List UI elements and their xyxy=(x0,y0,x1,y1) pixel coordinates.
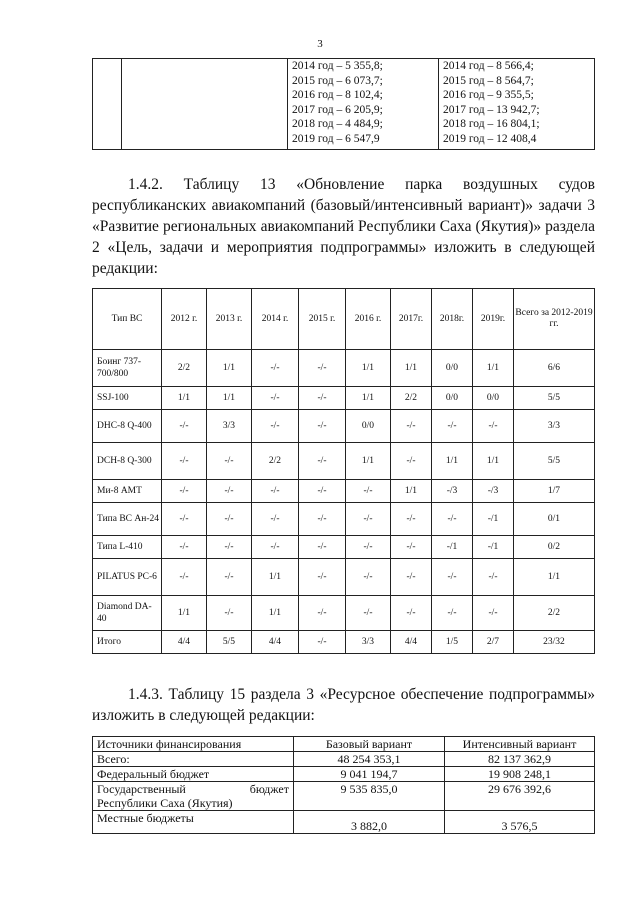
value-cell: 0/0 xyxy=(432,350,473,387)
value-cell: 1/1 xyxy=(473,443,514,480)
base-year-line: 2016 год – 8 102,4; xyxy=(292,89,383,102)
value-cell: -/- xyxy=(299,536,346,559)
source-word: бюджет xyxy=(249,782,289,796)
value-cell: -/- xyxy=(473,559,514,596)
value-cell: -/- xyxy=(299,631,346,654)
value-cell: -/- xyxy=(391,410,432,443)
value-cell: 1/1 xyxy=(473,350,514,387)
header-cell: 2012 г. xyxy=(162,289,207,350)
value-cell: 1/1 xyxy=(162,596,207,631)
value-cell: -/- xyxy=(432,503,473,536)
value-cell: 5/5 xyxy=(514,387,595,410)
value-cell: 2/7 xyxy=(473,631,514,654)
base-year-line: 2014 год – 5 355,8; xyxy=(292,60,383,72)
header-cell: Источники финансирования xyxy=(93,737,294,752)
header-cell: Базовый вариант xyxy=(294,737,445,752)
aircraft-type-cell: Боинг 737-700/800 xyxy=(93,350,162,387)
value-cell: 3/3 xyxy=(514,410,595,443)
base-year-line: 2019 год – 6 547,9 xyxy=(292,132,380,145)
value-cell: -/- xyxy=(299,387,346,410)
value-cell: -/- xyxy=(473,596,514,631)
intensive-cell: 82 137 362,9 xyxy=(445,752,595,767)
value-cell: 0/0 xyxy=(432,387,473,410)
value-cell: -/- xyxy=(207,596,252,631)
value-cell: 1/1 xyxy=(391,350,432,387)
aircraft-type-cell: Типа ВС Ан-24 xyxy=(93,503,162,536)
value-cell: 4/4 xyxy=(162,631,207,654)
aircraft-type-cell: DCH-8 Q-300 xyxy=(93,443,162,480)
header-cell: Интенсивный вариант xyxy=(445,737,595,752)
value-cell: -/- xyxy=(252,536,299,559)
intensive-cell: 29 676 392,6 xyxy=(445,782,595,811)
value-cell: 4/4 xyxy=(252,631,299,654)
intensive-year-line: 2015 год – 8 564,7; xyxy=(443,74,534,87)
intensive-year-line: 2018 год – 16 804,1; xyxy=(443,118,540,131)
value-cell: -/- xyxy=(207,443,252,480)
intensive-cell: 3 576,5 xyxy=(445,811,595,834)
paragraph-1-4-3 xyxy=(92,684,595,726)
table-row xyxy=(93,752,595,767)
resource-finance-table xyxy=(92,736,595,834)
value-cell: 1/1 xyxy=(346,443,391,480)
value-cell: -/- xyxy=(162,410,207,443)
table-row xyxy=(93,782,595,811)
value-cell: -/- xyxy=(207,480,252,503)
value-cell: -/1 xyxy=(432,536,473,559)
table-row xyxy=(93,596,595,631)
aircraft-type-cell: Типа L-410 xyxy=(93,536,162,559)
table-header-row xyxy=(93,289,595,350)
top-continuation-table xyxy=(92,58,595,150)
value-cell: -/- xyxy=(299,559,346,596)
base-variant-cell xyxy=(288,59,439,150)
value-cell: 1/1 xyxy=(252,559,299,596)
base-cell: 9 041 194,7 xyxy=(294,767,445,782)
base-year-line: 2017 год – 6 205,9; xyxy=(292,103,383,116)
source-cell: Местные бюджеты xyxy=(93,811,294,834)
table-row xyxy=(93,480,595,503)
value-cell: -/- xyxy=(346,503,391,536)
value-cell: 5/5 xyxy=(514,443,595,480)
value-cell: -/- xyxy=(252,387,299,410)
paragraph-text: 1.4.3. Таблицу 15 раздела 3 «Ресурсное обеспечение подпрограммы» изложить в следующей редакции: xyxy=(92,686,595,724)
source-cell: Федеральный бюджет xyxy=(93,767,294,782)
value-cell: -/- xyxy=(473,410,514,443)
source-line-1 xyxy=(97,782,293,796)
value-cell: 1/1 xyxy=(162,387,207,410)
intensive-year-line: 2016 год – 9 355,5; xyxy=(443,89,534,102)
value-cell: 2/2 xyxy=(391,387,432,410)
base-year-line: 2018 год – 4 484,9; xyxy=(292,118,383,131)
value-cell: -/- xyxy=(299,443,346,480)
value-cell: 1/1 xyxy=(252,596,299,631)
value-cell: -/3 xyxy=(473,480,514,503)
header-cell: Всего за 2012-2019 гг. xyxy=(514,289,595,350)
value-cell: 2/2 xyxy=(162,350,207,387)
table-row xyxy=(93,410,595,443)
value-cell: -/1 xyxy=(473,536,514,559)
header-cell: 2018г. xyxy=(432,289,473,350)
aircraft-type-cell: Diamond DA-40 xyxy=(93,596,162,631)
value-cell: 1/1 xyxy=(207,387,252,410)
table-header-row xyxy=(93,737,595,752)
header-cell: 2015 г. xyxy=(299,289,346,350)
header-cell: 2014 г. xyxy=(252,289,299,350)
value-cell: 3/3 xyxy=(346,631,391,654)
header-cell: 2017г. xyxy=(391,289,432,350)
value-cell: 0/2 xyxy=(514,536,595,559)
value-cell: -/- xyxy=(391,559,432,596)
paragraph-text: 1.4.2. Таблицу 13 «Обновление парка воздушных судов республиканских авиакомпаний (базовый/интенсивный вариант)» задачи 3 «Развитие региональных авиакомпаний Республики Саха (Якутия)» раздела 2 «Цель, задачи и мероприятия подпрограммы» изложить в следующей редакции: xyxy=(92,176,595,277)
aircraft-type-cell: PILATUS PC-6 xyxy=(93,559,162,596)
source-cell xyxy=(93,782,294,811)
value-cell: -/- xyxy=(391,536,432,559)
aircraft-type-cell: SSJ-100 xyxy=(93,387,162,410)
empty-cell xyxy=(93,59,122,150)
value-cell: 1/1 xyxy=(346,350,391,387)
value-cell: 1/1 xyxy=(391,480,432,503)
value-cell: 3/3 xyxy=(207,410,252,443)
header-cell: 2016 г. xyxy=(346,289,391,350)
intensive-year-line: 2014 год – 8 566,4; xyxy=(443,60,534,72)
value-cell: -/- xyxy=(432,596,473,631)
value-cell: -/1 xyxy=(473,503,514,536)
value-cell: -/- xyxy=(162,480,207,503)
value-cell: 23/32 xyxy=(514,631,595,654)
value-cell: 0/1 xyxy=(514,503,595,536)
table-row xyxy=(93,631,595,654)
value-cell: -/- xyxy=(346,559,391,596)
table-row xyxy=(93,559,595,596)
table-row xyxy=(93,387,595,410)
value-cell: -/- xyxy=(346,596,391,631)
value-cell: -/- xyxy=(299,503,346,536)
header-cell: Тип ВС xyxy=(93,289,162,350)
value-cell: -/- xyxy=(252,480,299,503)
aircraft-type-cell: Итого xyxy=(93,631,162,654)
value-cell: -/3 xyxy=(432,480,473,503)
source-cell: Всего: xyxy=(93,752,294,767)
value-cell: 1/5 xyxy=(432,631,473,654)
fleet-renewal-table xyxy=(92,288,595,654)
value-cell: -/- xyxy=(432,410,473,443)
value-cell: -/- xyxy=(162,536,207,559)
aircraft-type-cell: Ми-8 АМТ xyxy=(93,480,162,503)
value-cell: -/- xyxy=(207,503,252,536)
page-number: 3 xyxy=(317,38,323,50)
value-cell: 1/7 xyxy=(514,480,595,503)
value-cell: -/- xyxy=(252,503,299,536)
value-cell: 4/4 xyxy=(391,631,432,654)
value-cell: -/- xyxy=(299,410,346,443)
table-row xyxy=(93,536,595,559)
value-cell: 1/1 xyxy=(346,387,391,410)
base-cell: 3 882,0 xyxy=(294,811,445,834)
value-cell: -/- xyxy=(391,596,432,631)
intensive-variant-cell xyxy=(439,59,595,150)
value-cell: 5/5 xyxy=(207,631,252,654)
value-cell: -/- xyxy=(432,559,473,596)
value-cell: -/- xyxy=(299,350,346,387)
intensive-year-line: 2019 год – 12 408,4 xyxy=(443,132,537,145)
value-cell: -/- xyxy=(391,503,432,536)
table-row xyxy=(93,811,595,834)
table-row xyxy=(93,443,595,480)
value-cell: -/- xyxy=(162,443,207,480)
header-cell: 2019г. xyxy=(473,289,514,350)
value-cell: -/- xyxy=(346,480,391,503)
empty-cell xyxy=(122,59,288,150)
value-cell: -/- xyxy=(346,536,391,559)
value-cell: -/- xyxy=(162,503,207,536)
table-row xyxy=(93,350,595,387)
table-row xyxy=(93,767,595,782)
value-cell: -/- xyxy=(207,536,252,559)
base-cell: 9 535 835,0 xyxy=(294,782,445,811)
aircraft-type-cell: DHC-8 Q-400 xyxy=(93,410,162,443)
base-year-line: 2015 год – 6 073,7; xyxy=(292,74,383,87)
value-cell: 2/2 xyxy=(252,443,299,480)
base-cell: 48 254 353,1 xyxy=(294,752,445,767)
intensive-cell: 19 908 248,1 xyxy=(445,767,595,782)
value-cell: 6/6 xyxy=(514,350,595,387)
paragraph-1-4-2 xyxy=(92,174,595,279)
value-cell: 1/1 xyxy=(207,350,252,387)
value-cell: 1/1 xyxy=(432,443,473,480)
value-cell: -/- xyxy=(207,559,252,596)
value-cell: -/- xyxy=(391,443,432,480)
value-cell: 0/0 xyxy=(473,387,514,410)
source-line-2: Республики Саха (Якутия) xyxy=(97,796,233,810)
source-word: Государственный xyxy=(97,782,186,796)
value-cell: 1/1 xyxy=(514,559,595,596)
value-cell: 0/0 xyxy=(346,410,391,443)
value-cell: 2/2 xyxy=(514,596,595,631)
value-cell: -/- xyxy=(299,480,346,503)
value-cell: -/- xyxy=(252,350,299,387)
value-cell: -/- xyxy=(252,410,299,443)
header-cell: 2013 г. xyxy=(207,289,252,350)
intensive-year-line: 2017 год – 13 942,7; xyxy=(443,103,540,116)
value-cell: -/- xyxy=(162,559,207,596)
table-row xyxy=(93,503,595,536)
value-cell: -/- xyxy=(299,596,346,631)
